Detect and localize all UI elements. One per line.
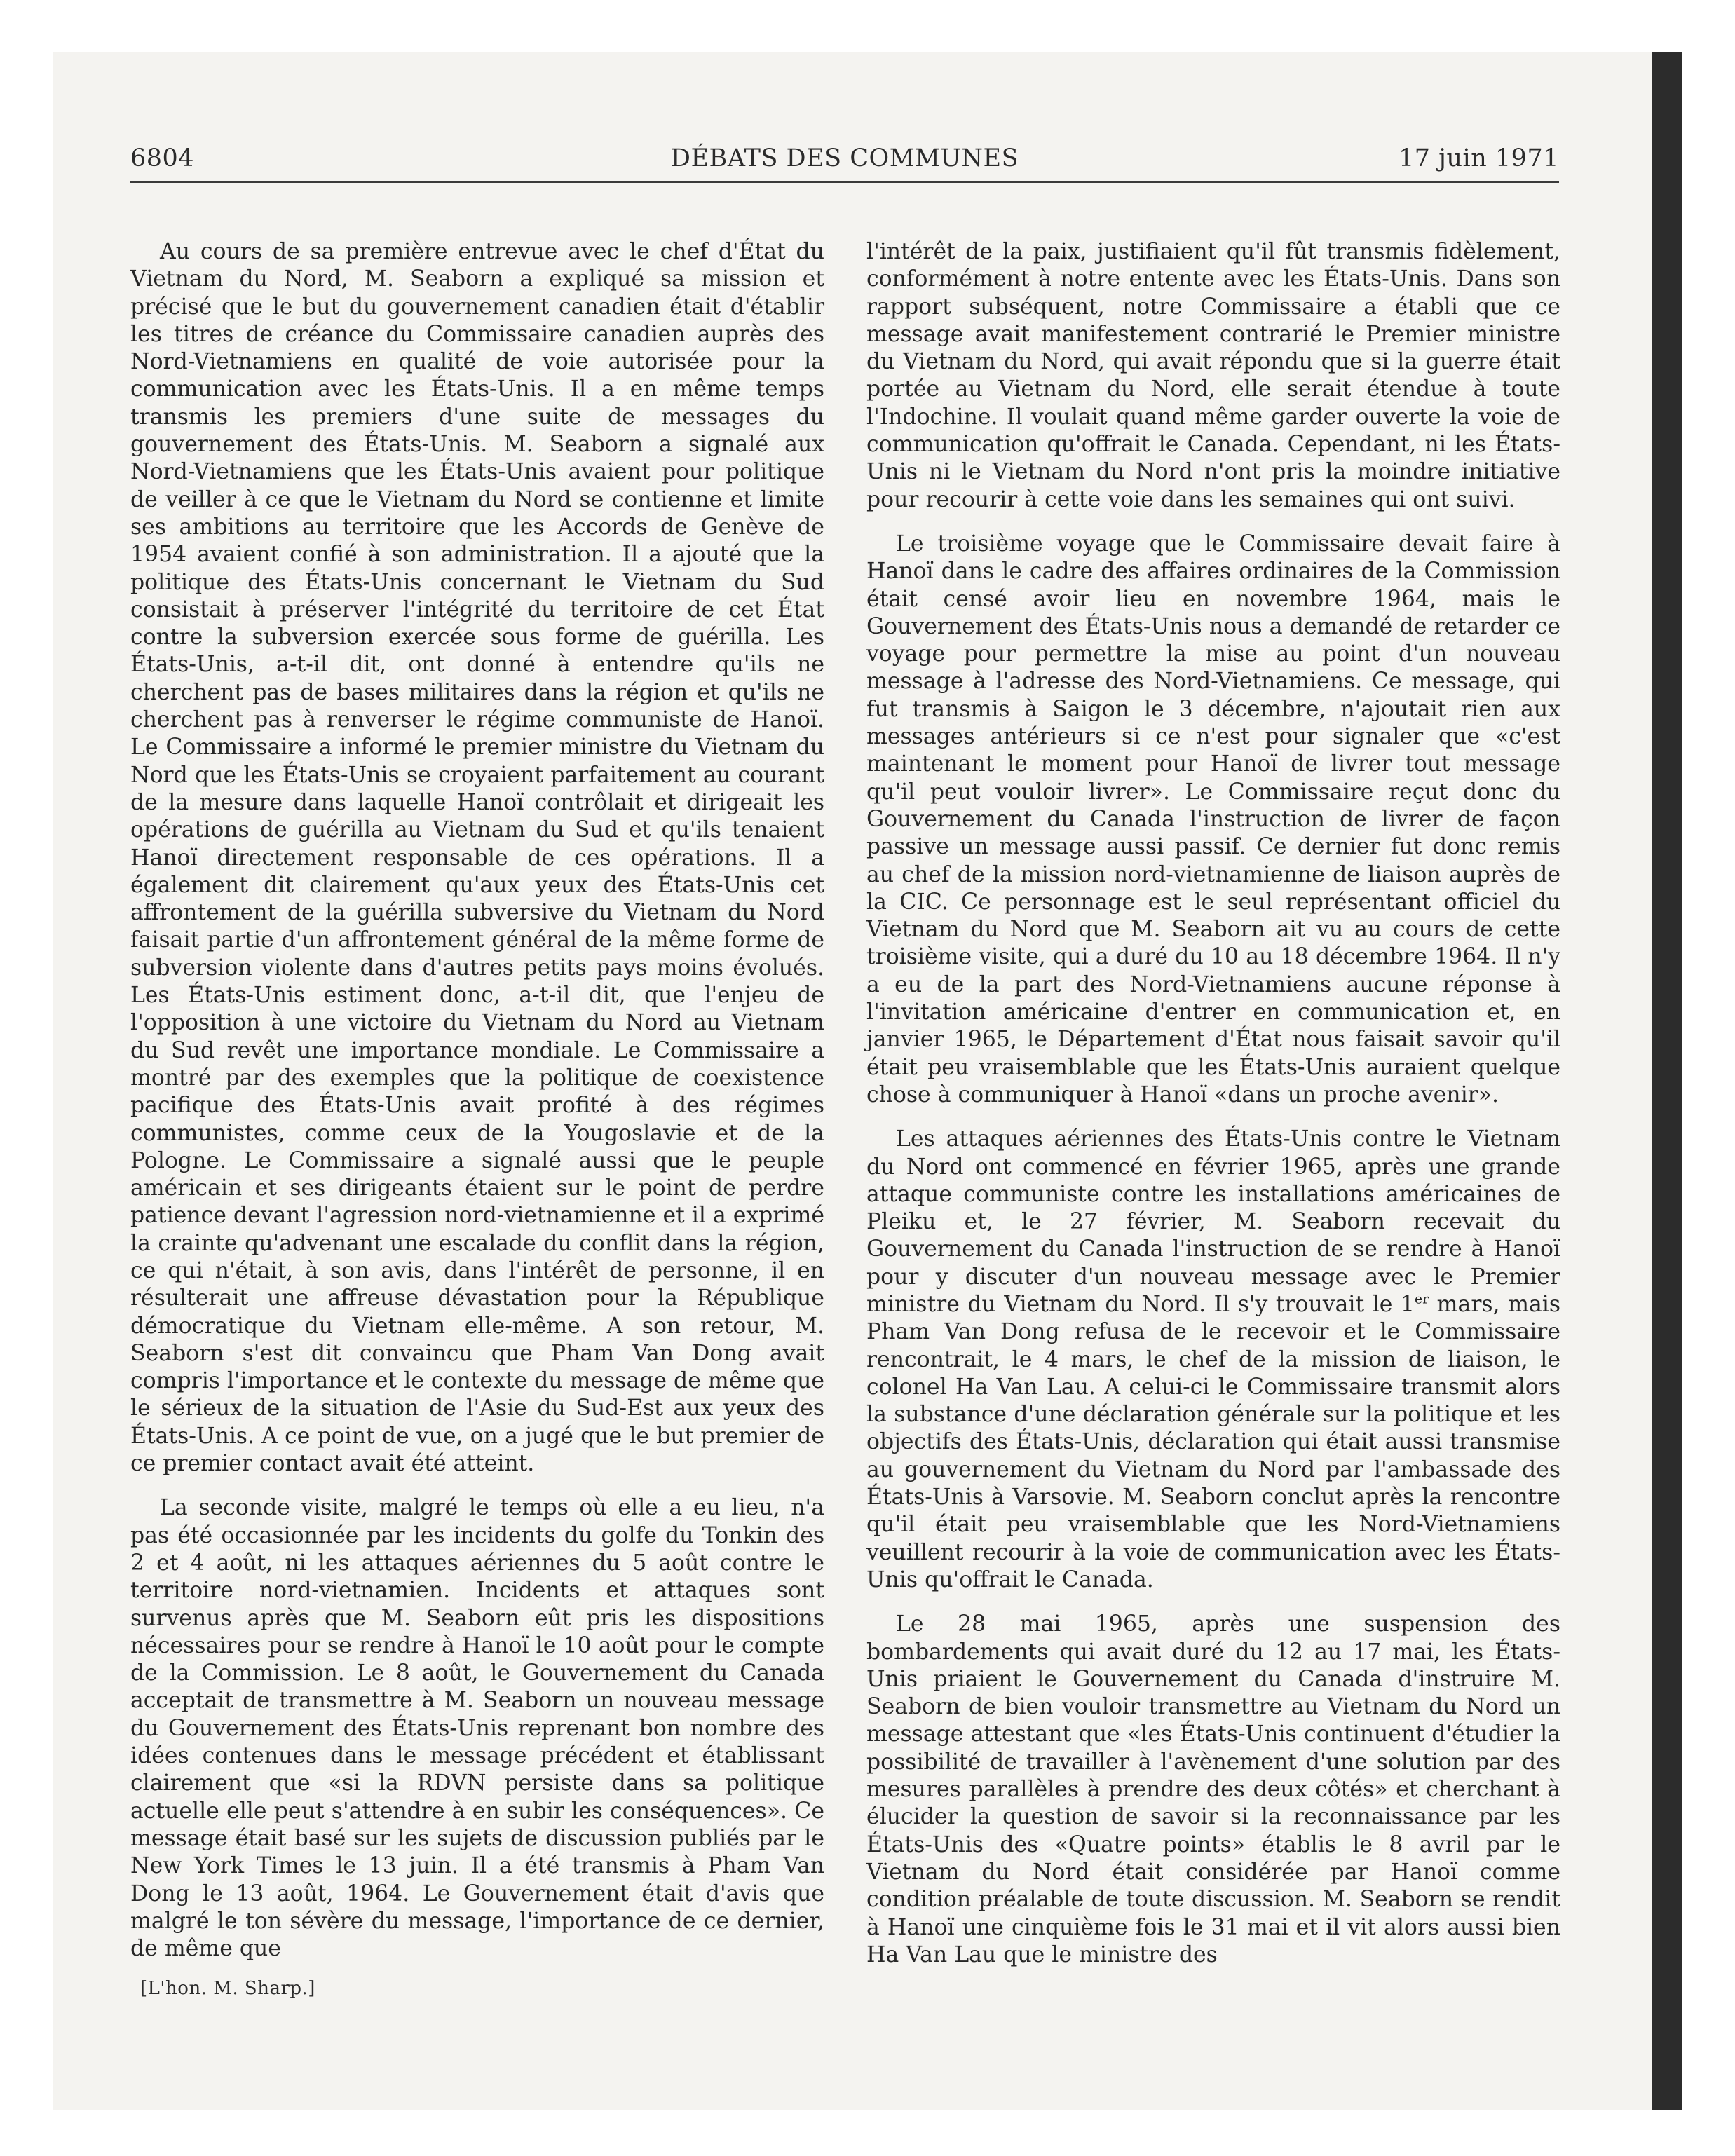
page-number: 6804	[130, 144, 195, 172]
paragraph-text: Les attaques aériennes des États-Unis contre le Vietnam du Nord ont commencé en février 1965, après une grande attaque communiste contre les installations américaines de Pleiku et, le 27 février, M. Seaborn recevait du Gouvernement du Canada l'instruction de se rendre à Hanoï pour y discuter d'un nouveau message avec le Premier ministre du Vietnam du Nord. Il s'y trouvait le 1	[866, 1126, 1560, 1317]
page-date: 17 juin 1971	[1399, 144, 1559, 172]
paragraph: La seconde visite, malgré le temps où elle a eu lieu, n'a pas été occasionnée par les incidents du golfe du Tonkin des 2 et 4 août, ni les attaques aériennes du 5 août contre le territoire nord-vietnamien. Incidents et attaques sont survenus après que M. Seaborn eût pris les dispositions nécessaires pour se rendre à Hanoï le 10 août pour le compte de la Commission. Le 8 août, le Gouvernement du Canada acceptait de transmettre à M. Seaborn un nouveau message du Gouvernement des États-Unis reprenant bon nombre des idées contenues dans le message précédent et établissant clairement que «si la RDVN persiste dans sa politique actuelle elle peut s'attendre à en subir les conséquences». Ce message était basé sur les sujets de discussion publiés par le New York Times le 13 juin. Il a été transmis à Pham Van Dong le 13 août, 1964. Le Gouvernement était d'avis que malgré le ton sévère du message, l'importance de ce dernier, de même que	[130, 1495, 824, 1962]
paragraph	[866, 1126, 1560, 1594]
ordinal-superscript: er	[1414, 1291, 1429, 1307]
paragraph: Le troisième voyage que le Commissaire devait faire à Hanoï dans le cadre des affaires ordinaires de la Commission était censé avoir lieu en novembre 1964, mais le Gouvernement des États-Unis nous a demandé de retarder ce voyage pour permettre la mise au point d'un nouveau message à l'adresse des Nord-Vietnamiens. Ce message, qui fut transmis à Saigon le 3 décembre, n'ajoutait rien aux messages antérieurs si ce n'est pour signaler que «c'est maintenant le moment pour Hanoï de livrer tout message qu'il peut vouloir livrer». Le Commissaire reçut donc du Gouvernement du Canada l'instruction de livrer de façon passive un message aussi passif. Ce dernier fut donc remis au chef de la mission nord-vietnamienne de liaison auprès de la CIC. Ce personnage est le seul représentant officiel du Vietnam du Nord que M. Seaborn ait vu au cours de cette troisième visite, qui a duré du 10 au 18 décembre 1964. Il n'y a eu de la part des Nord-Vietnamiens aucune réponse à l'invitation américaine d'entrer en communication et, en janvier 1965, le Département d'État nous faisait savoir qu'il était peu vraisemblable que les États-Unis auraient quelque chose à communiquer à Hanoï «dans un proche avenir».	[866, 531, 1560, 1107]
paragraph-text: mars, mais Pham Van Dong refusa de le recevoir et le Commissaire rencontrait, le 4 mars, le chef de la mission de liaison, le colonel Ha Van Lau. A celui-ci le Commissaire transmit alors la substance d'une déclaration générale sur la politique et les objectifs des États-Unis, déclaration qui était aussi transmise au gouvernement du Vietnam du Nord par l'ambassade des États-Unis à Varsovie. M. Seaborn conclut après la rencontre qu'il était peu vraisemblable que les Nord-Vietnamiens veuillent recourir à la voie de communication avec les États-Unis qu'offrait le Canada.	[866, 1291, 1560, 1592]
right-column	[866, 238, 1560, 1986]
paragraph-continuation: l'intérêt de la paix, justifiaient qu'il fût transmis fidèlement, conformément à notre entente avec les États-Unis. Dans son rapport subséquent, notre Commissaire a établi que ce message avait manifestement contrarié le Premier ministre du Vietnam du Nord, qui avait répondu que si la guerre était portée au Vietnam du Nord, elle serait étendue à toute l'Indochine. Il voulait quand même garder ouverte la voie de communication qu'offrait le Canada. Cependant, ni les États-Unis ni le Vietnam du Nord n'ont pris la moindre initiative pour recourir à cette voie dans les semaines qui ont suivi.	[866, 239, 1560, 512]
speaker-attribution: [L'hon. M. Sharp.]	[140, 1978, 315, 1999]
scan-edge-shadow	[1652, 52, 1682, 2110]
page-header	[130, 144, 1559, 181]
paragraph: Le 28 mai 1965, après une suspension des bombardements qui avait duré du 12 au 17 mai, les États-Unis priaient le Gouvernement du Canada d'instruire M. Seaborn de bien vouloir transmettre au Vietnam du Nord un message attestant que «les États-Unis continuent d'étudier la possibilité de travailler à l'avènement d'une solution par des mesures parallèles à prendre des deux côtés» et cherchant à élucider la question de savoir si la reconnaissance par les États-Unis des «Quatre points» établis le 8 avril par le Vietnam du Nord était considérée par Hanoï comme condition préalable de toute discussion. M. Seaborn se rendit à Hanoï une cinquième fois le 31 mai et il vit alors aussi bien Ha Van Lau que le ministre des	[866, 1611, 1560, 1967]
left-column	[130, 238, 824, 1979]
header-rule	[130, 181, 1559, 183]
paragraph: Au cours de sa première entrevue avec le chef d'État du Vietnam du Nord, M. Seaborn a expliqué sa mission et précisé que le but du gouvernement canadien était d'établir les titres de créance du Commissaire canadien auprès des Nord-Vietnamiens en qualité de voie autorisée pour la communication avec les États-Unis. Il a en même temps transmis les premiers d'une suite de messages du gouvernement des États-Unis. M. Seaborn a signalé aux Nord-Vietnamiens que les États-Unis avaient pour politique de veiller à ce que le Vietnam du Nord se contienne et limite ses ambitions au territoire que les Accords de Genève de 1954 avaient confié à son administration. Il a ajouté que la politique des États-Unis concernant le Vietnam du Sud consistait à préserver l'intégrité du territoire de cet État contre la subversion exercée sous forme de guérilla. Les États-Unis, a-t-il dit, ont donné à entendre qu'ils ne cherchent pas de bases militaires dans la région et qu'ils ne cherchent pas à renverser le régime communiste de Hanoï. Le Commissaire a informé le premier ministre du Vietnam du Nord que les États-Unis se croyaient parfaitement au courant de la mesure dans laquelle Hanoï contrôlait et dirigeait les opérations de guérilla au Vietnam du Sud et qu'ils tenaient Hanoï directement responsable de ces opérations. Il a également dit clairement qu'aux yeux des États-Unis cet affrontement de la guérilla subversive du Vietnam du Nord faisait partie d'un affrontement général de la même forme de subversion violente dans d'autres petits pays moins évolués. Les États-Unis estiment donc, a-t-il dit, que l'enjeu de l'opposition à une victoire du Vietnam du Nord au Vietnam du Sud revêt une importance mondiale. Le Commissaire a montré par des exemples que la politique de coexistence pacifique des États-Unis avait profité à des régimes communistes, comme ceux de la Yougoslavie et de la Pologne. Le Commissaire a signalé aussi que le peuple américain et ses dirigeants étaient sur le point de perdre patience devant l'agression nord-vietnamienne et il a exprimé la crainte qu'advenant une escalade du conflit dans la région, ce qui n'était, à son avis, dans l'intérêt de personne, il en résulterait une affreuse dévastation pour la République démocratique du Vietnam elle-même. A son retour, M. Seaborn s'est dit convaincu que Pham Van Dong avait compris l'importance et le contexte du message de même que le sérieux de la situation de l'Asie du Sud-Est aux yeux des États-Unis. A ce point de vue, on a jugé que le but premier de ce premier contact avait été atteint.	[130, 239, 825, 1477]
running-title: DÉBATS DES COMMUNES	[670, 144, 1019, 172]
